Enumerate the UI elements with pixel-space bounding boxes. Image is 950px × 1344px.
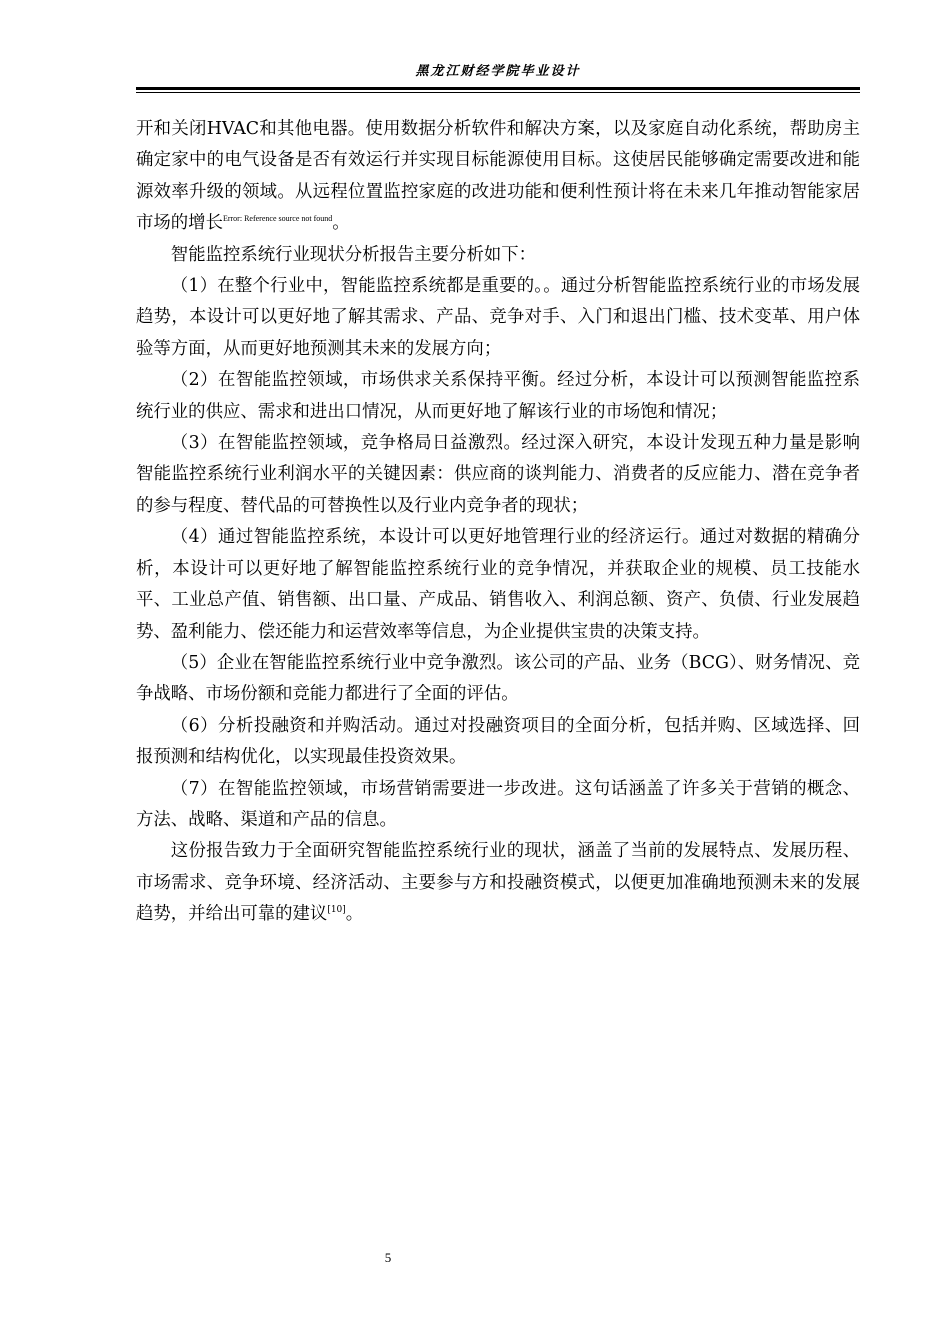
paragraph-item-3: （3）在智能监控领域，竞争格局日益激烈。经过深入研究，本设计发现五种力量是影响智能监控系统行业利润水平的关键因素：供应商的谈判能力、消费者的反应能力、潜在竞争者的参与程度、替代品的可替换性以及行业内竞争者的现状； <box>136 433 860 516</box>
reference-error-marker: Error: Reference source not found <box>222 214 333 224</box>
paragraph-item-7: （7）在智能监控领域，市场营销需要进一步改进。这句话涵盖了许多关于营销的概念、方法、战略、渠道和产品的信息。 <box>136 778 860 830</box>
header-rule-thick <box>136 87 860 90</box>
paragraph-text: 这份报告致力于全面研究智能监控系统行业的现状，涵盖了当前的发展特点、发展历程、市场需求、竞争环境、经济活动、主要参与方和投融资模式，以便更加准确地预测未来的发展趋势，并给出可靠的建议 <box>136 841 860 925</box>
paragraph-text: 开和关闭HVAC和其他电器。使用数据分析软件和解决方案，以及家庭自动化系统，帮助房主确定家中的电气设备是否有效运行并实现目标能源使用目标。这使居民能够确定需要改进和能源效率升级的领域。从远程位置监控家庭的改进功能和便利性预计将在未来几年推动智能家居市场的增长 <box>136 119 860 234</box>
paragraph-end-punctuation: 。 <box>345 904 364 925</box>
paragraph-end-punctuation: 。 <box>332 213 350 234</box>
paragraph-item-1: （1）在整个行业中，智能监控系统都是重要的。。通过分析智能监控系统行业的市场发展趋势，本设计可以更好地了解其需求、产品、竞争对手、入门和退出门槛、技术变革、用户体验等方面，从而更好地预测其未来的发展方向； <box>136 276 860 359</box>
paragraph-item-5: （5）企业在智能监控系统行业中竞争激烈。该公司的产品、业务（BCG）、财务情况、竞争战略、市场份额和竞能力都进行了全面的评估。 <box>136 652 860 705</box>
page-number: 5 <box>384 1250 392 1265</box>
paragraph-continuation <box>136 114 860 240</box>
citation-marker: [10] <box>327 905 346 916</box>
document-body <box>136 114 860 931</box>
paragraph-item-4: （4）通过智能监控系统，本设计可以更好地管理行业的经济运行。通过对数据的精确分析，本设计可以更好地了解智能监控系统行业的竞争情况，并获取企业的规模、员工技能水平、工业总产值、销售额、出口量、产成品、销售收入、利润总额、资产、负债、行业发展趋势、盈利能力、偿还能力和运营效率等信息，为企业提供宝贵的决策支持。 <box>136 527 860 642</box>
paragraph-intro: 智能监控系统行业现状分析报告主要分析如下： <box>170 244 537 265</box>
header-rule-thin <box>136 92 860 93</box>
page-header-title: 黑龙江财经学院毕业设计 <box>415 64 581 79</box>
paragraph-item-6: （6）分析投融资和并购活动。通过对投融资项目的全面分析，包括并购、区域选择、回报预测和结构优化，以实现最佳投资效果。 <box>136 715 860 768</box>
paragraph-conclusion <box>136 836 860 930</box>
paragraph-item-2: （2）在智能监控领域，市场供求关系保持平衡。经过分析，本设计可以预测智能监控系统行业的供应、需求和进出口情况，从而更好地了解该行业的市场饱和情况； <box>136 370 860 422</box>
